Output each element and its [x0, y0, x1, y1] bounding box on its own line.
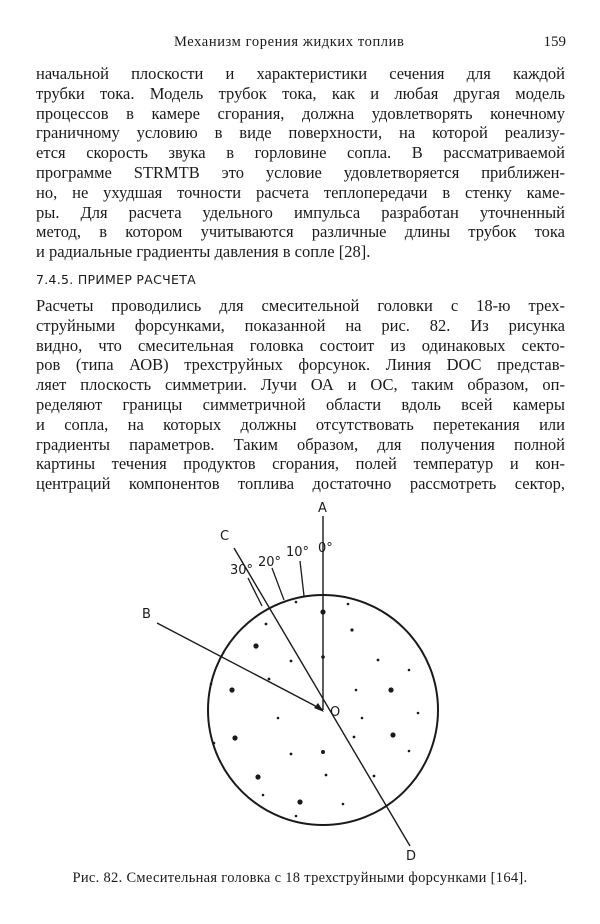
label-o: O	[330, 705, 341, 720]
injector-dot	[265, 623, 268, 626]
injector-dot	[295, 815, 298, 818]
injector-dot	[408, 669, 411, 672]
page-number: 159	[543, 34, 566, 50]
paragraph-1	[36, 64, 565, 262]
paragraph-2	[36, 296, 565, 494]
label-b: B	[142, 607, 151, 622]
text-line: центраций компонентов топлива достаточно рассмотреть сектор,	[36, 474, 565, 494]
injector-dot	[321, 655, 325, 659]
injector-dot	[373, 775, 376, 778]
running-header	[36, 34, 566, 54]
label-30-degrees: 30°	[230, 563, 254, 578]
text-line: программе STRMTB это условие удовлетворяется приближен-	[36, 162, 565, 182]
text-line: струйными форсунками, показанной на рис. 82. Из рисунка	[36, 315, 565, 335]
section-heading: 7.4.5. ПРИМЕР РАСЧЕТА	[36, 272, 197, 287]
label-a: A	[318, 501, 327, 516]
text-line: трубки тока. Модель трубок тока, как и любая другая модель	[36, 83, 565, 103]
text-line: но, не ухудшая точности расчета теплопередачи в стенку каме-	[36, 182, 565, 202]
figure-82	[0, 490, 600, 890]
injector-dot	[390, 732, 395, 737]
injector-dot	[320, 609, 325, 614]
injector-dot	[255, 774, 260, 779]
injector-dot	[342, 803, 345, 806]
ray-ob	[157, 623, 323, 710]
tick-10-degrees	[300, 561, 304, 596]
injector-dot	[210, 683, 213, 686]
injector-dot	[350, 628, 353, 631]
injector-dot	[408, 750, 411, 753]
text-line: ры. Для расчета удельного импульса разработан уточненный	[36, 202, 565, 222]
injector-head-diagram	[0, 490, 600, 890]
injector-dot	[277, 717, 280, 720]
text-line: метод, в котором учитываются различные длины трубок тока	[36, 222, 565, 242]
tick-20-degrees	[272, 568, 284, 600]
injector-dot	[377, 659, 380, 662]
injector-dot	[229, 687, 234, 692]
symmetry-line-doc	[234, 548, 410, 846]
figure-caption: Рис. 82. Смесительная головка с 18 трехструйными форсунками [164].	[72, 870, 528, 886]
header-title: Механизм горения жидких топлив	[174, 34, 405, 50]
injector-dot	[295, 601, 298, 604]
text-line: граничному условию в виде поверхности, на которой реализу-	[36, 123, 565, 143]
text-line: начальной плоскости и характеристики сечения для каждой	[36, 64, 565, 83]
text-line: ляет плоскость симметрии. Лучи ОА и ОС, таким образом, оп-	[36, 375, 565, 395]
injector-dot	[297, 799, 302, 804]
injector-dots	[210, 601, 420, 818]
injector-dot	[290, 753, 293, 756]
text-line: и радиальные градиенты давления в сопле [28].	[36, 242, 371, 262]
text-line: картины течения продуктов сгорания, полей температур и кон-	[36, 454, 565, 474]
injector-dot	[232, 735, 237, 740]
text-line: ределяют границы симметричной области вдоль всей камеры	[36, 394, 565, 414]
injector-dot	[353, 736, 356, 739]
injector-dot	[388, 687, 393, 692]
injector-dot	[325, 774, 328, 777]
injector-dot	[213, 742, 216, 745]
injector-dot	[417, 712, 420, 715]
text-line: ров (типа АОВ) трехструйных форсунок. Линия DOC представ-	[36, 355, 565, 375]
injector-dot	[361, 717, 364, 720]
injector-dot	[290, 660, 293, 663]
label-0-degrees: 0°	[318, 541, 333, 556]
text-line: градиенты параметров. Таким образом, для получения полной	[36, 434, 565, 454]
label-c: C	[220, 529, 230, 544]
label-20-degrees: 20°	[258, 555, 282, 570]
injector-dot	[253, 643, 258, 648]
text-line: видно, что смесительная головка состоит из одинаковых секто-	[36, 335, 565, 355]
injector-dot	[355, 689, 358, 692]
injector-dot	[262, 794, 265, 797]
injector-dot	[347, 603, 350, 606]
label-10-degrees: 10°	[286, 545, 310, 560]
injector-dot	[268, 678, 271, 681]
text-line: и сопла, на которых должны отсутствовать перетекания или	[36, 414, 565, 434]
injector-dot	[321, 750, 325, 754]
text-line: процессов в камере сгорания, должна удовлетворять конечному	[36, 103, 565, 123]
text-line: ется скорость звука в горловине сопла. В рассматриваемой	[36, 143, 565, 163]
label-d: D	[406, 849, 417, 864]
text-line: Расчеты проводились для смесительной головки с 18-ю трех-	[36, 296, 565, 315]
